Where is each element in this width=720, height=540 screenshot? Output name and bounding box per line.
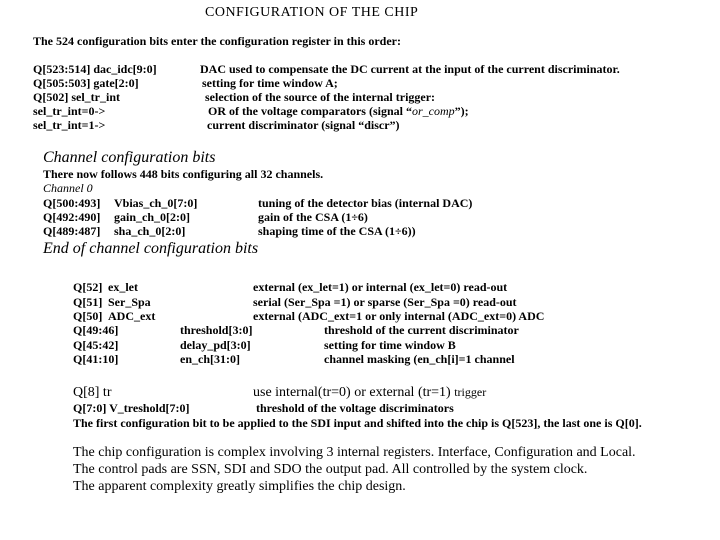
trigger-desc-main: use internal(tr=0) or external (tr=1) [253, 385, 451, 400]
tail-bit-desc: setting for time window B [324, 338, 456, 352]
bit-desc-sel-tr-int: selection of the source of the internal trigger: [205, 90, 436, 104]
desc-suffix: ”); [454, 104, 469, 118]
channel-row-desc: gain of the CSA (1÷6) [258, 210, 368, 224]
tail-bit-desc: serial (Ser_Spa =1) or sparse (Ser_Spa =0) read-out [253, 295, 517, 309]
summary-line: The chip configuration is complex involving 3 internal registers. Interface, Configuration and Local. [73, 445, 636, 460]
trigger-desc-small: trigger [454, 385, 487, 399]
threshold-field: Q[7:0] V_treshold[7:0] [73, 401, 190, 415]
trigger-desc [253, 386, 486, 400]
channel-config-end: End of channel configuration bits [43, 240, 259, 257]
tail-bit-range: Q[45:42] [73, 338, 119, 352]
intro-text: The 524 configuration bits enter the configuration register in this order: [33, 34, 401, 48]
channel-0-label: Channel 0 [43, 181, 93, 195]
threshold-desc: threshold of the voltage discriminators [256, 401, 454, 415]
tail-bit-param: en_ch[31:0] [180, 352, 240, 366]
channel-row-desc: shaping time of the CSA (1÷6)) [258, 224, 416, 238]
bit-desc-sel-tr-int-0 [208, 105, 469, 117]
channel-row-name: gain_ch_0[2:0] [114, 210, 190, 224]
channel-config-heading: Channel configuration bits [43, 149, 216, 166]
channel-row-name: sha_ch_0[2:0] [114, 224, 186, 238]
bit-desc-gate: setting for time window A; [202, 76, 338, 90]
bit-field-sel-tr-int-0: sel_tr_int=0-> [33, 104, 106, 118]
tail-bit-name: ADC_ext [108, 309, 156, 323]
tail-bit-range: Q[51] [73, 295, 103, 309]
channel-row-name: Vbias_ch_0[7:0] [114, 196, 198, 210]
tail-bit-desc: threshold of the current discriminator [324, 323, 519, 337]
bit-desc-dac-idc: DAC used to compensate the DC current at the input of the current discriminator. [200, 62, 620, 76]
bit-field-dac-idc: Q[523:514] dac_idc[9:0] [33, 62, 157, 76]
desc-prefix: OR of the voltage comparators (signal “ [208, 104, 412, 118]
channel-row-range: Q[492:490] [43, 210, 101, 224]
channel-row-desc: tuning of the detector bias (internal DAC) [258, 196, 473, 210]
tail-bit-range: Q[41:10] [73, 352, 119, 366]
summary-line: The control pads are SSN, SDI and SDO the output pad. All controlled by the system clock. [73, 462, 588, 477]
bit-field-sel-tr-int: Q[502] sel_tr_int [33, 90, 120, 104]
channel-row-range: Q[500:493] [43, 196, 101, 210]
tail-bit-name: Ser_Spa [108, 295, 151, 309]
or-comp-signal: or_comp [411, 104, 455, 118]
tail-bit-range: Q[52] [73, 280, 103, 294]
tail-bit-desc: external (ex_let=1) or internal (ex_let=0) read-out [253, 280, 508, 294]
summary-line: The apparent complexity greatly simplifies the chip design. [73, 479, 406, 494]
bit-field-gate: Q[505:503] gate[2:0] [33, 76, 139, 90]
tail-bit-desc: external (ADC_ext=1 or only internal (ADC_ext=0) ADC [253, 309, 545, 323]
channel-follows-text: There now follows 448 bits configuring all 32 channels. [43, 167, 324, 181]
tail-bit-desc: channel masking (en_ch[i]=1 channel [324, 352, 515, 366]
tail-bit-param: threshold[3:0] [180, 323, 253, 337]
bit-field-sel-tr-int-1: sel_tr_int=1-> [33, 118, 106, 132]
bit-desc-sel-tr-int-1: current discriminator (signal “discr”) [207, 118, 400, 132]
page-title: CONFIGURATION OF THE CHIP [205, 5, 419, 20]
trigger-field: Q[8] tr [73, 385, 112, 400]
tail-bit-name: ex_let [108, 280, 138, 294]
tail-bit-range: Q[50] [73, 309, 103, 323]
first-bit-note: The first configuration bit to be applied to the SDI input and shifted into the chip is Q[523], the last one is Q[0]. [73, 416, 642, 430]
channel-row-range: Q[489:487] [43, 224, 101, 238]
tail-bit-range: Q[49:46] [73, 323, 119, 337]
tail-bit-param: delay_pd[3:0] [180, 338, 251, 352]
